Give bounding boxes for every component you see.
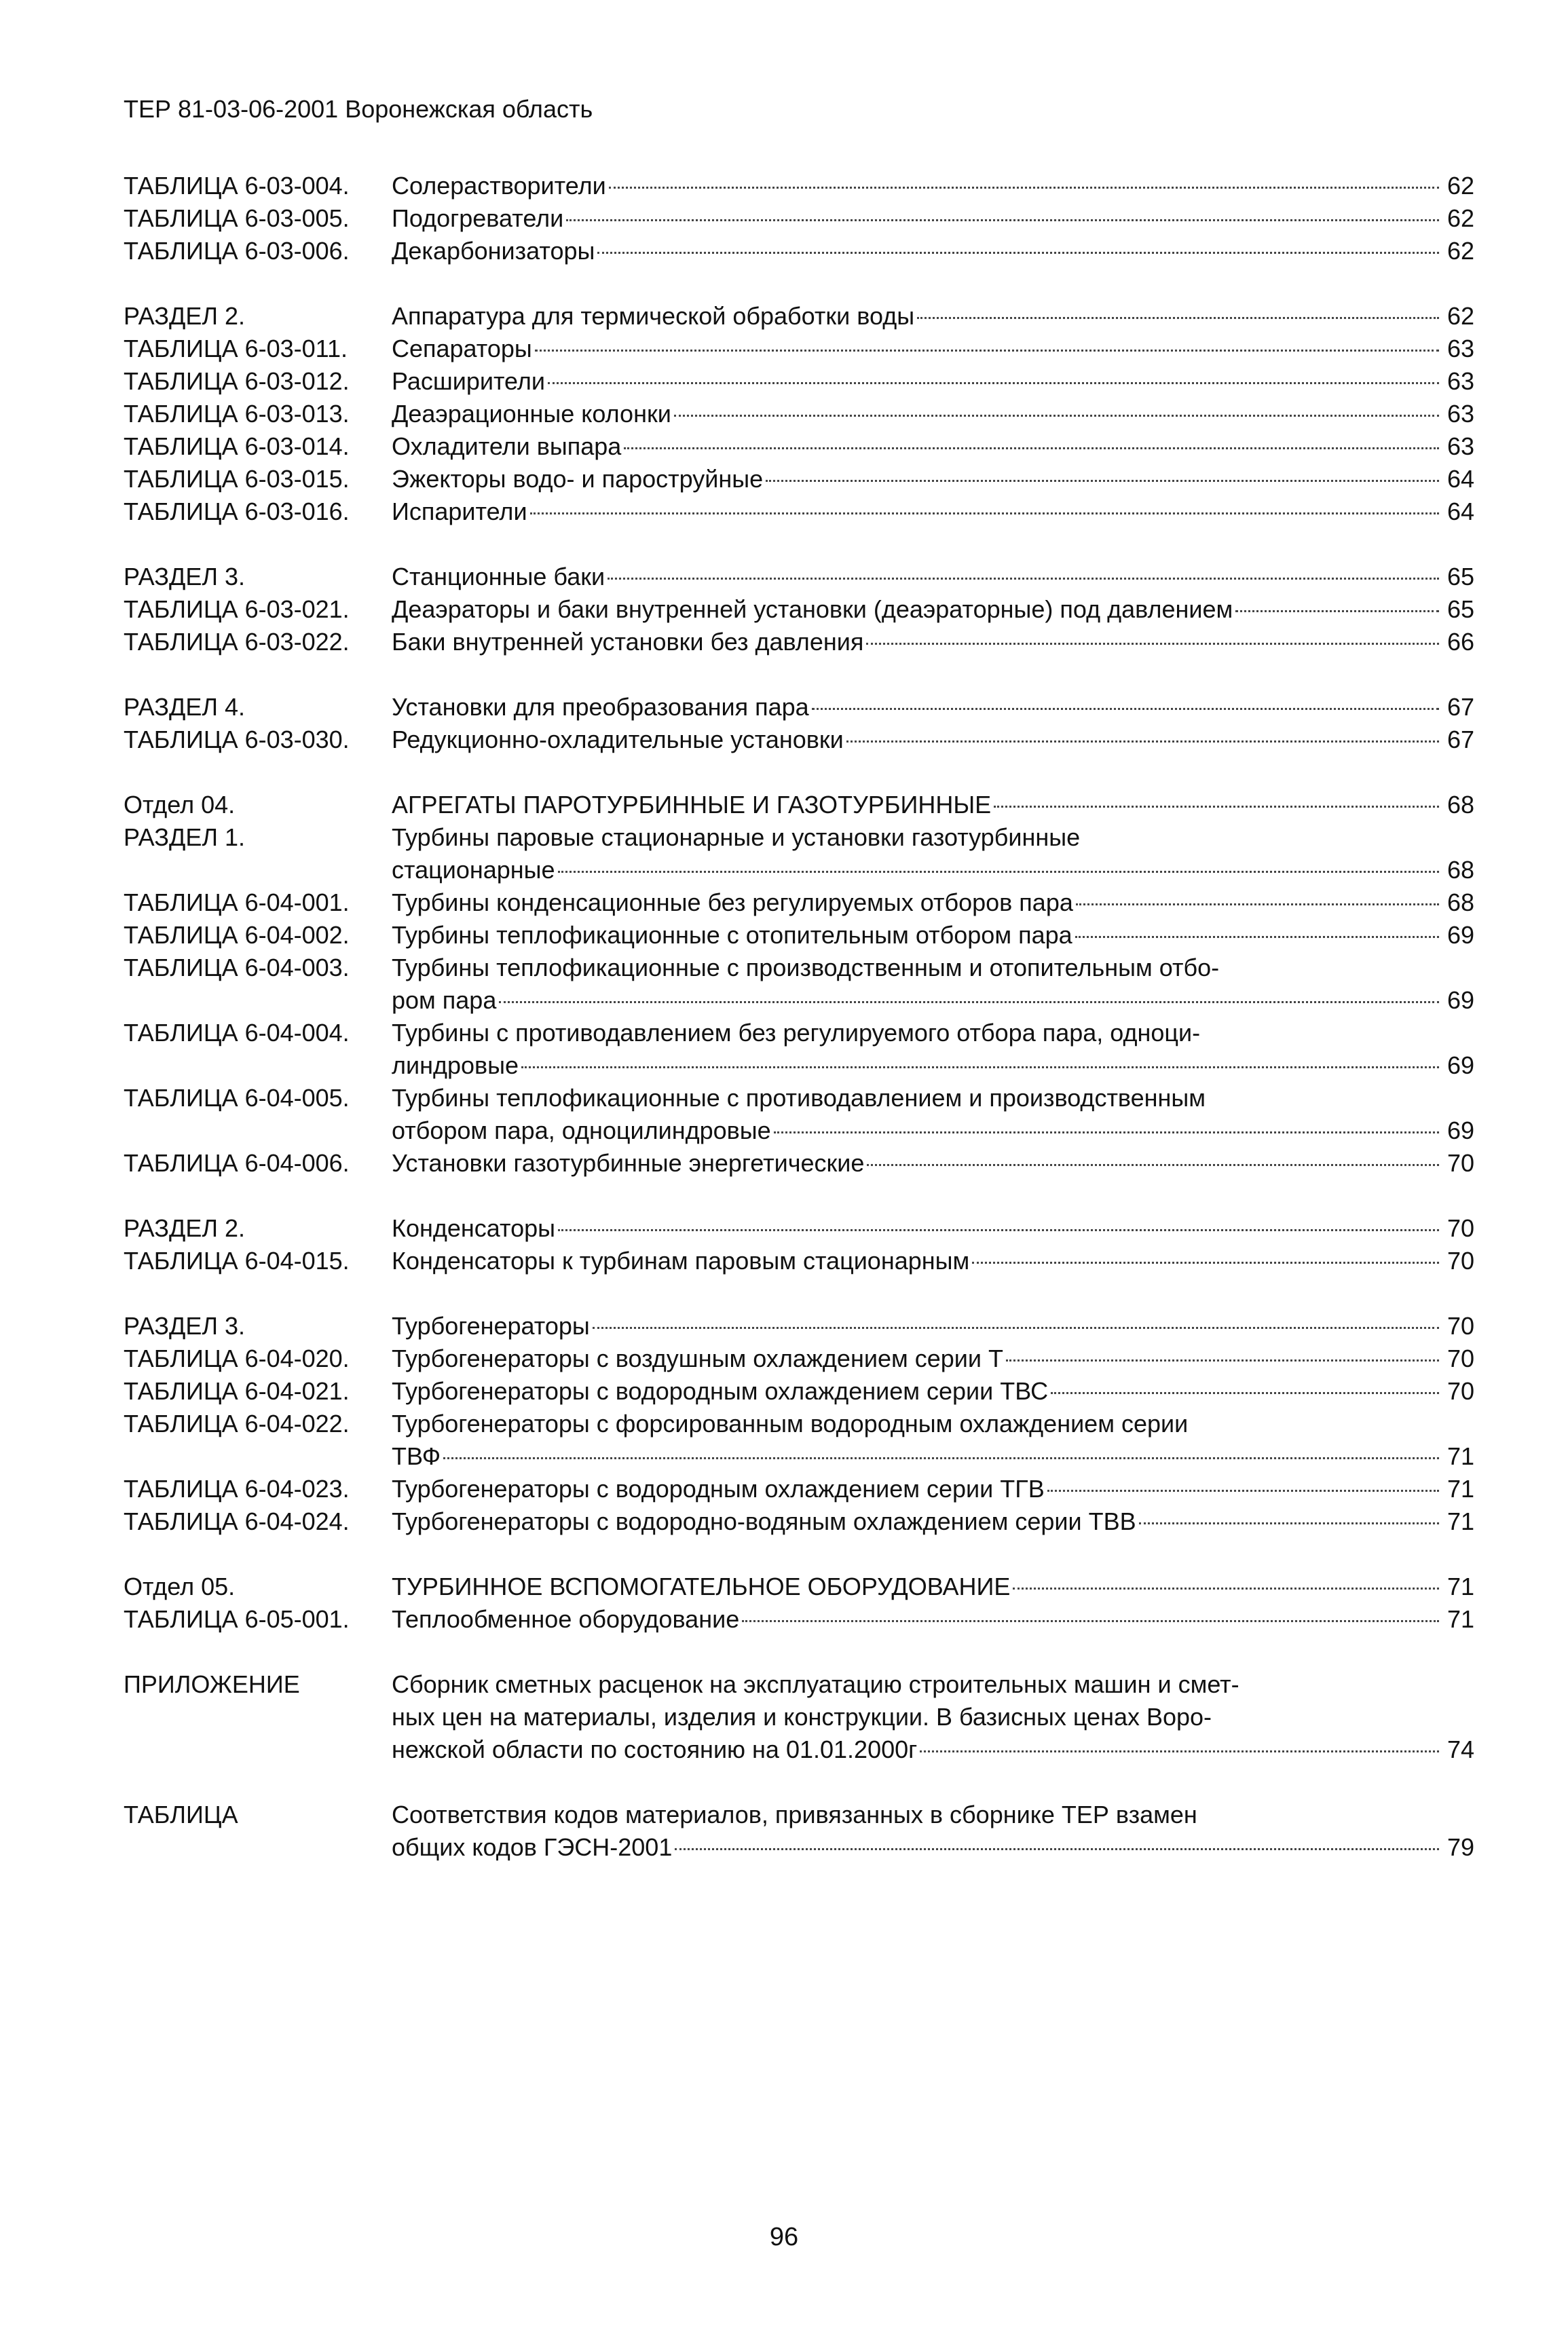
toc-entry[interactable] [124, 1668, 1474, 1766]
toc-entry-title: Турбогенераторы [392, 1312, 590, 1340]
toc-page-number: 69 [1446, 1116, 1474, 1144]
toc-entry-title: Установки для преобразования пара [392, 693, 809, 721]
page-header: ТЕР 81-03-06-2001 Воронежская область [124, 95, 593, 123]
toc-entry-label: ТАБЛИЦА 6-03-005. [124, 204, 350, 232]
toc-entry-title: Деаэрационные колонки [392, 400, 671, 428]
toc-entry-label: ТАБЛИЦА 6-03-014. [124, 432, 350, 460]
dot-leader [674, 415, 1439, 417]
toc-page-number: 66 [1446, 628, 1474, 656]
dot-leader [972, 1262, 1439, 1264]
toc-entry[interactable] [124, 1375, 1474, 1408]
toc-entry-line [392, 821, 1474, 854]
toc-entry-line [392, 1701, 1474, 1733]
toc-entry-label: РАЗДЕЛ 1. [124, 823, 245, 851]
toc-entry-label: ТАБЛИЦА 6-04-021. [124, 1377, 350, 1405]
toc-entry-body [392, 430, 1474, 463]
toc-entry-label: РАЗДЕЛ 2. [124, 1214, 245, 1242]
toc-entry-label: ТАБЛИЦА 6-03-011. [124, 335, 348, 362]
toc-entry-title: Турбины теплофикационные с производственным и отопительным отбо- [392, 954, 1220, 981]
toc-page-number: 63 [1446, 400, 1474, 428]
toc-entry[interactable] [124, 1017, 1474, 1082]
toc-entry[interactable] [124, 300, 1474, 333]
toc-page-number: 69 [1446, 986, 1474, 1014]
toc-entry-body [392, 463, 1474, 495]
toc-entry[interactable] [124, 1799, 1474, 1864]
toc-entry-title: линдровые [392, 1051, 519, 1079]
toc-page-number: 70 [1446, 1214, 1474, 1242]
toc-entry-body [392, 1799, 1474, 1864]
toc-entry-label: ПРИЛОЖЕНИЕ [124, 1670, 300, 1698]
toc-entry-line [392, 1147, 1474, 1180]
toc-entry-title: Турбины с противодавлением без регулируемого отбора пара, одноци- [392, 1019, 1201, 1047]
toc-entry[interactable] [124, 626, 1474, 658]
toc-entry-body [392, 821, 1474, 886]
toc-entry-label: ТАБЛИЦА 6-03-030. [124, 726, 350, 753]
toc-entry-line [392, 919, 1474, 952]
toc-entry-line [392, 984, 1474, 1017]
toc-entry-body [392, 1571, 1474, 1603]
toc-entry-line [392, 1505, 1474, 1538]
toc-entry-title: Подогреватели [392, 204, 564, 232]
toc-entry-title: Охладители выпара [392, 432, 622, 460]
toc-page-number: 69 [1446, 1051, 1474, 1079]
toc-entry-title: ром пара [392, 986, 497, 1014]
dot-leader [766, 480, 1439, 482]
toc-entry[interactable] [124, 1343, 1474, 1375]
toc-page-number: 71 [1446, 1507, 1474, 1535]
toc-entry[interactable] [124, 1212, 1474, 1245]
toc-page-number: 68 [1446, 856, 1474, 884]
toc-entry-title: ТВФ [392, 1442, 441, 1470]
toc-group [124, 170, 1474, 267]
toc-page-number: 70 [1446, 1312, 1474, 1340]
toc-entry-line [392, 561, 1474, 593]
toc-entry-line [392, 854, 1474, 886]
toc-entry-body [392, 300, 1474, 333]
dot-leader [866, 643, 1439, 645]
dot-leader [917, 317, 1439, 319]
toc-entry-body [392, 1473, 1474, 1505]
toc-entry-label: РАЗДЕЛ 3. [124, 563, 245, 590]
toc-page-number: 62 [1446, 204, 1474, 232]
toc-entry-label: ТАБЛИЦА 6-04-004. [124, 1019, 350, 1047]
toc-group [124, 1571, 1474, 1636]
toc-entry-label: РАЗДЕЛ 2. [124, 302, 245, 330]
toc-entry-line [392, 170, 1474, 202]
toc-entry-body [392, 333, 1474, 365]
toc-entry-title: Аппаратура для термической обработки воды [392, 302, 915, 330]
toc-group [124, 300, 1474, 528]
toc-entry-body [392, 1212, 1474, 1245]
toc-entry-line [392, 1799, 1474, 1831]
toc-entry[interactable] [124, 235, 1474, 267]
dot-leader [846, 740, 1439, 743]
toc-entry-line [392, 886, 1474, 919]
toc-entry-line [392, 691, 1474, 724]
toc-entry-body [392, 886, 1474, 919]
toc-entry-line [392, 1082, 1474, 1114]
toc-entry-title: Установки газотурбинные энергетические [392, 1149, 865, 1177]
toc-entry-line [392, 235, 1474, 267]
toc-group [124, 1668, 1474, 1766]
toc-page-number: 67 [1446, 726, 1474, 753]
dot-leader [558, 1229, 1439, 1231]
toc-entry-line [392, 333, 1474, 365]
toc-entry-label: ТАБЛИЦА 6-03-006. [124, 237, 350, 265]
toc-entry-title: ных цен на материалы, изделия и конструкции. В базисных ценах Воро- [392, 1703, 1212, 1731]
toc-page-number: 70 [1446, 1247, 1474, 1275]
toc-page-number: 64 [1446, 465, 1474, 493]
toc-entry-label: ТАБЛИЦА 6-04-002. [124, 921, 350, 949]
toc-entry-body [392, 1343, 1474, 1375]
toc-entry-label: РАЗДЕЛ 3. [124, 1312, 245, 1340]
toc-entry[interactable] [124, 495, 1474, 528]
toc-entry-line [392, 398, 1474, 430]
toc-entry-title: Солерастворители [392, 172, 606, 200]
toc-entry-title: Турбогенераторы с водородным охлаждением серии ТВС [392, 1377, 1049, 1405]
toc-entry-line [392, 593, 1474, 626]
toc-entry-line [392, 1245, 1474, 1277]
toc-entry-body [392, 1603, 1474, 1636]
toc-entry-title: Турбогенераторы с форсированным водородным охлаждением серии [392, 1410, 1189, 1438]
toc-group [124, 561, 1474, 658]
toc-entry-title: Баки внутренней установки без давления [392, 628, 864, 656]
toc-entry-label: ТАБЛИЦА 6-04-022. [124, 1410, 350, 1438]
toc-page-number: 63 [1446, 432, 1474, 460]
toc-page-number: 65 [1446, 595, 1474, 623]
toc-entry-body [392, 1147, 1474, 1180]
toc-entry[interactable] [124, 463, 1474, 495]
toc-page-number: 71 [1446, 1605, 1474, 1633]
toc-entry-title: Соответствия кодов материалов, привязанных в сборнике ТЕР взамен [392, 1801, 1197, 1828]
toc-page-number: 64 [1446, 497, 1474, 525]
toc-group [124, 789, 1474, 1180]
toc-page-number: 62 [1446, 237, 1474, 265]
toc-group [124, 1799, 1474, 1864]
dot-leader [624, 447, 1439, 449]
toc-entry[interactable] [124, 1505, 1474, 1538]
toc-entry-title: Турбогенераторы с водородным охлаждением серии ТГВ [392, 1475, 1045, 1503]
toc-page-number: 79 [1446, 1833, 1474, 1861]
toc-entry-label: Отдел 04. [124, 791, 236, 819]
toc-entry-body [392, 626, 1474, 658]
toc-entry-title: Расширители [392, 367, 545, 395]
toc-page-number: 71 [1446, 1573, 1474, 1600]
toc-page-number: 71 [1446, 1475, 1474, 1503]
toc-entry-label: ТАБЛИЦА 6-04-005. [124, 1084, 350, 1112]
toc-entry[interactable] [124, 691, 1474, 724]
dot-leader [566, 219, 1439, 221]
toc-entry-title: Сборник сметных расценок на эксплуатацию строительных машин и смет- [392, 1670, 1239, 1698]
dot-leader [558, 871, 1439, 873]
toc-page-number: 67 [1446, 693, 1474, 721]
toc-entry-body [392, 1375, 1474, 1408]
toc-entry-label: ТАБЛИЦА 6-03-021. [124, 595, 350, 623]
toc-entry-label: ТАБЛИЦА 6-03-022. [124, 628, 350, 656]
dot-leader [1013, 1588, 1439, 1590]
toc-entry-body [392, 691, 1474, 724]
dot-leader [774, 1131, 1439, 1133]
toc-entry-line [392, 202, 1474, 235]
toc-entry[interactable] [124, 1082, 1474, 1147]
toc-entry-line [392, 1603, 1474, 1636]
toc-entry-title: Испарители [392, 497, 527, 525]
toc-entry-title: Деаэраторы и баки внутренней установки (деаэраторные) под давлением [392, 595, 1233, 623]
page-number: 96 [769, 2223, 799, 2251]
toc-entry-title: общих кодов ГЭСН-2001 [392, 1833, 673, 1861]
toc-entry-title: ТУРБИННОЕ ВСПОМОГАТЕЛЬНОЕ ОБОРУДОВАНИЕ [392, 1573, 1011, 1600]
toc-entry[interactable] [124, 724, 1474, 756]
toc-entry[interactable] [124, 202, 1474, 235]
toc-entry-title: Станционные баки [392, 563, 605, 590]
toc-entry-label: ТАБЛИЦА 6-04-023. [124, 1475, 350, 1503]
toc-entry[interactable] [124, 430, 1474, 463]
toc-page-number: 68 [1446, 791, 1474, 819]
dot-leader [920, 1750, 1439, 1752]
toc-entry[interactable] [124, 952, 1474, 1017]
toc-entry-title: Турбины паровые стационарные и установки газотурбинные [392, 823, 1081, 851]
toc-entry-body [392, 789, 1474, 821]
toc-entry-label: ТАБЛИЦА 6-03-013. [124, 400, 350, 428]
toc-entry-line [392, 495, 1474, 528]
toc-entry-title: отбором пара, одноцилиндровые [392, 1116, 771, 1144]
dot-leader [675, 1848, 1439, 1850]
toc-entry-line [392, 300, 1474, 333]
toc-entry[interactable] [124, 821, 1474, 886]
toc-page-number: 62 [1446, 172, 1474, 200]
toc-entry-label: ТАБЛИЦА 6-04-015. [124, 1247, 350, 1275]
toc-group [124, 1212, 1474, 1277]
toc-page-number: 70 [1446, 1149, 1474, 1177]
toc-entry[interactable] [124, 333, 1474, 365]
toc-entry[interactable] [124, 170, 1474, 202]
toc-entry-line [392, 365, 1474, 398]
toc-entry[interactable] [124, 789, 1474, 821]
toc-entry[interactable] [124, 561, 1474, 593]
dot-leader [593, 1327, 1439, 1329]
toc-entry-title: стационарные [392, 856, 555, 884]
toc-entry-line [392, 626, 1474, 658]
toc-entry-title: Редукционно-охладительные установки [392, 726, 844, 753]
dot-leader [499, 1001, 1439, 1003]
toc-entry-line [392, 1343, 1474, 1375]
toc-entry-label: ТАБЛИЦА 6-03-015. [124, 465, 350, 493]
dot-leader [867, 1164, 1439, 1166]
toc-entry-line [392, 1310, 1474, 1343]
toc-entry-line [392, 1017, 1474, 1049]
toc-entry-title: АГРЕГАТЫ ПАРОТУРБИННЫЕ И ГАЗОТУРБИННЫЕ [392, 791, 992, 819]
toc-entry-label: ТАБЛИЦА 6-04-001. [124, 888, 350, 916]
toc-entry[interactable] [124, 1147, 1474, 1180]
dot-leader [597, 252, 1439, 254]
dot-leader [535, 350, 1439, 352]
toc-entry-title: Теплообменное оборудование [392, 1605, 740, 1633]
toc-entry-line [392, 724, 1474, 756]
toc-entry-body [392, 952, 1474, 1017]
toc-entry-line [392, 789, 1474, 821]
toc-group [124, 1310, 1474, 1538]
toc-entry[interactable] [124, 365, 1474, 398]
toc-entry[interactable] [124, 1408, 1474, 1473]
toc-entry[interactable] [124, 886, 1474, 919]
toc-entry-line [392, 1831, 1474, 1864]
toc-page-number: 70 [1446, 1345, 1474, 1372]
dot-leader [1047, 1490, 1439, 1492]
dot-leader [994, 806, 1439, 808]
dot-leader [548, 382, 1439, 384]
toc-entry-label: ТАБЛИЦА 6-03-012. [124, 367, 350, 395]
toc-entry-body [392, 1668, 1474, 1766]
toc-page-number: 62 [1446, 302, 1474, 330]
dot-leader [1075, 936, 1439, 938]
toc-entry-label: РАЗДЕЛ 4. [124, 693, 245, 721]
toc-entry-line [392, 1473, 1474, 1505]
toc-entry-line [392, 1408, 1474, 1440]
dot-leader [521, 1066, 1439, 1068]
toc-entry-line [392, 1375, 1474, 1408]
toc-entry-body [392, 1017, 1474, 1082]
dot-leader [609, 187, 1439, 189]
toc-entry-line [392, 1114, 1474, 1147]
toc-entry-body [392, 593, 1474, 626]
toc-group [124, 691, 1474, 756]
toc-entry-label: ТАБЛИЦА 6-04-006. [124, 1149, 350, 1177]
toc-page-number: 63 [1446, 335, 1474, 362]
toc-entry-title: Конденсаторы [392, 1214, 556, 1242]
toc-entry-label: ТАБЛИЦА 6-04-024. [124, 1507, 350, 1535]
toc-entry-body [392, 919, 1474, 952]
toc-entry-title: Турбины конденсационные без регулируемых отборов пара [392, 888, 1073, 916]
dot-leader [443, 1457, 1439, 1459]
toc-entry-label: ТАБЛИЦА 6-04-020. [124, 1345, 350, 1372]
toc-entry-title: Турбогенераторы с водородно-водяным охлаждением серии ТВВ [392, 1507, 1136, 1535]
toc-entry-title: Турбины теплофикационные с противодавлением и производственным [392, 1084, 1206, 1112]
toc-entry-body [392, 170, 1474, 202]
toc-entry-body [392, 365, 1474, 398]
toc-entry-line [392, 1440, 1474, 1473]
toc-entry[interactable] [124, 919, 1474, 952]
toc-entry-body [392, 1505, 1474, 1538]
dot-leader [1139, 1522, 1439, 1524]
toc-entry-body [392, 1245, 1474, 1277]
toc-entry-line [392, 1733, 1474, 1766]
toc-entry-body [392, 724, 1474, 756]
dot-leader [742, 1620, 1439, 1622]
toc-entry-title: Сепараторы [392, 335, 532, 362]
toc-entry-body [392, 202, 1474, 235]
dot-leader [1235, 610, 1439, 612]
toc-entry-label: ТАБЛИЦА [124, 1801, 238, 1828]
toc-entry-body [392, 1082, 1474, 1147]
toc-entry-body [392, 235, 1474, 267]
dot-leader [812, 708, 1439, 710]
toc-entry-line [392, 952, 1474, 984]
toc-entry-body [392, 495, 1474, 528]
toc-entry-line [392, 430, 1474, 463]
toc-entry-body [392, 561, 1474, 593]
toc-page-number: 69 [1446, 921, 1474, 949]
toc-entry-label: Отдел 05. [124, 1573, 236, 1600]
toc-entry[interactable] [124, 1571, 1474, 1603]
toc-entry-title: Турбогенераторы с воздушным охлаждением серии Т [392, 1345, 1003, 1372]
dot-leader [1076, 903, 1439, 905]
dot-leader [530, 512, 1439, 514]
dot-leader [608, 578, 1439, 580]
toc-entry-line [392, 1668, 1474, 1701]
toc-entry-body [392, 1310, 1474, 1343]
dot-leader [1006, 1359, 1439, 1362]
toc-entry-line [392, 463, 1474, 495]
toc-entry-line [392, 1212, 1474, 1245]
toc-entry[interactable] [124, 1310, 1474, 1343]
toc-entry-label: ТАБЛИЦА 6-03-016. [124, 497, 350, 525]
toc-entry-line [392, 1571, 1474, 1603]
toc-entry-label: ТАБЛИЦА 6-05-001. [124, 1605, 350, 1633]
toc-page-number: 63 [1446, 367, 1474, 395]
toc-entry-body [392, 398, 1474, 430]
toc-page-number: 74 [1446, 1735, 1474, 1763]
toc-entry[interactable] [124, 1603, 1474, 1636]
toc-page-number: 71 [1446, 1442, 1474, 1470]
toc-entry-body [392, 1408, 1474, 1473]
toc-entry-title: нежской области по состоянию на 01.01.2000г [392, 1735, 918, 1763]
toc-entry-title: Декарбонизаторы [392, 237, 595, 265]
toc-page-number: 65 [1446, 563, 1474, 590]
toc-entry-title: Турбины теплофикационные с отопительным отбором пара [392, 921, 1072, 949]
toc-entry-label: ТАБЛИЦА 6-04-003. [124, 954, 350, 981]
toc-entry[interactable] [124, 1245, 1474, 1277]
toc-entry-title: Эжекторы водо- и пароструйные [392, 465, 764, 493]
toc-entry-line [392, 1049, 1474, 1082]
toc-entry[interactable] [124, 1473, 1474, 1505]
toc-entry[interactable] [124, 593, 1474, 626]
toc-entry[interactable] [124, 398, 1474, 430]
dot-leader [1051, 1392, 1439, 1394]
toc-entry-title: Конденсаторы к турбинам паровым стационарным [392, 1247, 970, 1275]
toc-page-number: 68 [1446, 888, 1474, 916]
toc-page-number: 70 [1446, 1377, 1474, 1405]
toc-entry-label: ТАБЛИЦА 6-03-004. [124, 172, 350, 200]
table-of-contents [124, 170, 1474, 1896]
